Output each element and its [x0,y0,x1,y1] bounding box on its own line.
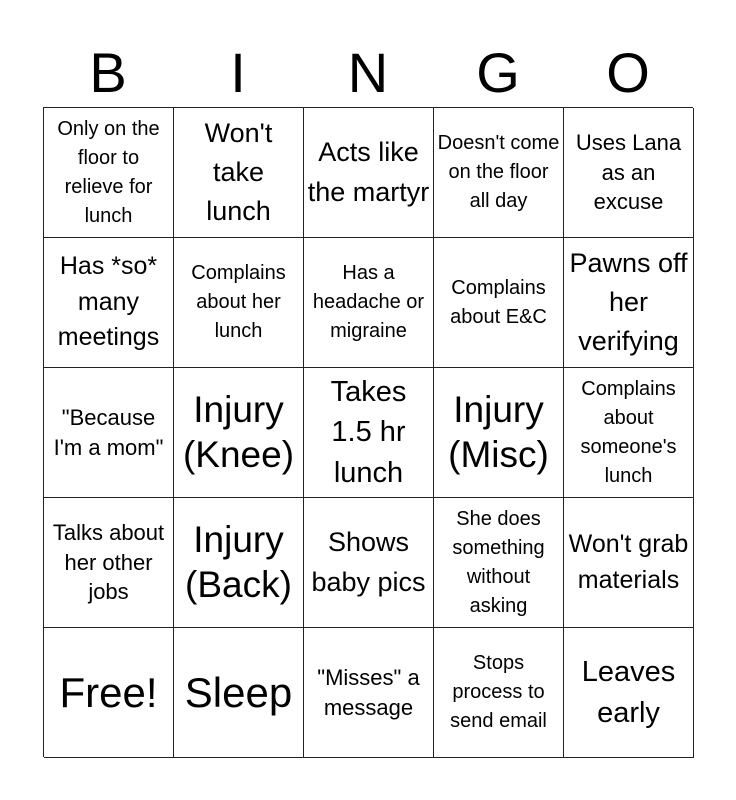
header-letter-o: O [606,41,650,104]
header-letter-g: G [476,41,520,104]
bingo-cell[interactable]: Won't take lunch [174,108,304,238]
bingo-cell[interactable]: Uses Lana as an excuse [564,108,694,238]
bingo-cell[interactable]: Doesn't come on the floor all day [434,108,564,238]
header-letter-b: B [89,41,127,104]
header-letter-i: I [230,41,246,104]
bingo-board [43,107,693,757]
bingo-cell[interactable]: Complains about E&C [434,238,564,368]
bingo-cell[interactable]: Has a headache or migraine [304,238,434,368]
bingo-cell[interactable]: Pawns off her verifying [564,238,694,368]
bingo-cell[interactable]: Injury (Misc) [434,368,564,498]
bingo-cell[interactable]: Shows baby pics [304,498,434,628]
bingo-free-cell[interactable]: Free! [44,628,174,758]
bingo-cell[interactable]: Talks about her other jobs [44,498,174,628]
bingo-cell[interactable]: She does something without asking [434,498,564,628]
bingo-header [43,40,693,106]
bingo-cell[interactable]: Stops process to send email [434,628,564,758]
bingo-cell[interactable]: Has *so* many meetings [44,238,174,368]
header-letter-n: N [347,41,389,104]
bingo-cell[interactable]: Sleep [174,628,304,758]
bingo-cell[interactable]: Takes 1.5 hr lunch [304,368,434,498]
bingo-cell[interactable]: Complains about her lunch [174,238,304,368]
bingo-cell[interactable]: "Because I'm a mom" [44,368,174,498]
bingo-cell[interactable]: "Misses" a message [304,628,434,758]
bingo-cell[interactable]: Injury (Back) [174,498,304,628]
bingo-cell[interactable]: Won't grab materials [564,498,694,628]
bingo-cell[interactable]: Only on the floor to relieve for lunch [44,108,174,238]
bingo-cell[interactable]: Leaves early [564,628,694,758]
bingo-cell[interactable]: Complains about someone's lunch [564,368,694,498]
bingo-cell[interactable]: Injury (Knee) [174,368,304,498]
bingo-cell[interactable]: Acts like the martyr [304,108,434,238]
